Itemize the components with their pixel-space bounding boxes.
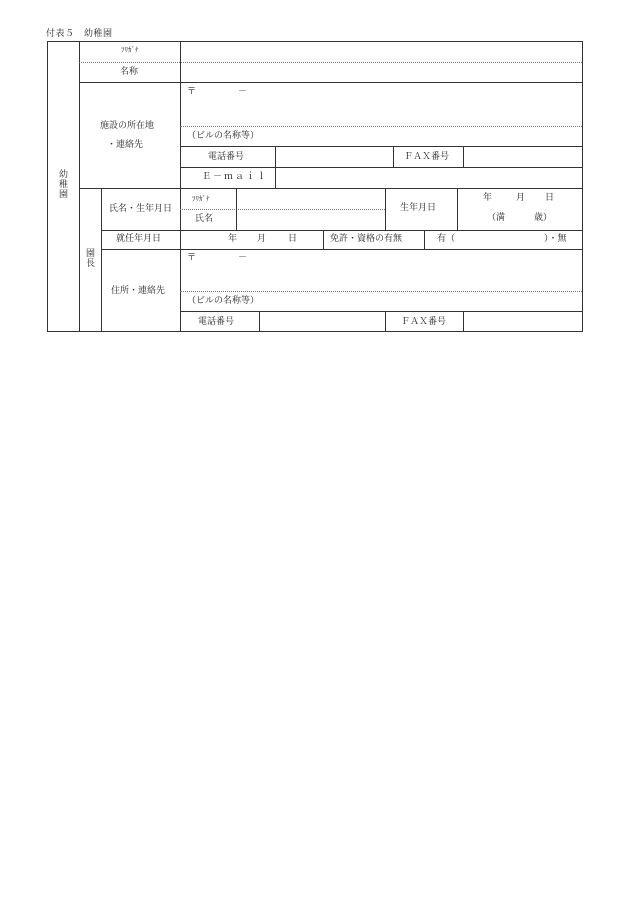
director-birthdate-field[interactable] [458,189,581,229]
license-yes-option[interactable]: 有（ [437,234,456,244]
appointed-month-unit: 月 [257,234,267,244]
birth-day-unit: 日 [545,193,555,203]
facility-email-field[interactable] [276,168,581,187]
director-subcolumn-divider [101,188,102,332]
director-fax-field[interactable] [464,312,581,331]
director-address-label: 住所・連絡先 [111,286,166,296]
director-name-label: 氏名 [195,214,214,224]
section-column-divider [79,41,80,332]
kindergarten-form-table [47,41,583,332]
director-name-field[interactable] [237,210,384,229]
table-border-bottom [47,331,583,332]
director-birthdate-label: 生年月日 [400,203,437,213]
facility-postal-mark: 〒 [187,87,197,97]
director-section-label: 園長 [84,248,94,268]
license-no-option[interactable]: ）・無 [544,234,567,244]
director-furigana-label: ﾌﾘｶﾞﾅ [192,195,210,203]
fax-label-divider-left [393,146,394,167]
director-fax-label: ＦＡＸ番号 [401,317,447,327]
facility-fax-field[interactable] [464,147,581,166]
kindergarten-name-field[interactable] [181,63,581,81]
kindergarten-furigana-field[interactable] [181,42,581,61]
kindergarten-section-label: 幼稚園 [57,169,67,199]
appointed-date-field[interactable] [181,231,322,248]
director-address-field[interactable] [181,250,581,290]
director-phone-field[interactable] [260,312,384,331]
director-address-dotted-divider [180,291,582,292]
kindergarten-furigana-label: ﾌﾘｶﾞﾅ [121,46,139,54]
appointed-year-unit: 年 [228,234,238,244]
appointed-day-unit: 日 [288,234,298,244]
address-dotted-divider [180,126,582,127]
table-border-left [47,41,48,332]
director-building-note: （ビルの名称等） [187,296,260,306]
director-postal-mark: 〒 [187,253,197,263]
facility-address-label-line2: ・連絡先 [107,140,144,150]
facility-postal-dash: － [238,87,248,97]
document-title: 付表５ 幼稚園 [46,29,113,39]
director-name-birth-label: 氏名・生年月日 [109,204,173,214]
facility-fax-label: ＦＡＸ番号 [404,152,450,162]
director-furigana-field[interactable] [237,189,384,208]
license-label: 免許・資格の有無 [330,234,403,244]
kindergarten-name-label: 名称 [120,67,139,77]
license-detail-field[interactable] [457,231,543,248]
facility-address-field[interactable] [181,83,581,125]
age-close-label: 歳） [534,213,553,223]
birthdate-label-divider-left [385,188,386,230]
age-open-label: （満 [487,213,506,223]
license-label-divider-right [424,230,425,249]
director-postal-dash: － [238,253,248,263]
director-fax-label-divider-left [385,311,386,332]
facility-address-label-line1: 施設の所在地 [100,121,155,131]
facility-phone-label: 電話番号 [208,152,245,162]
birth-month-unit: 月 [516,193,526,203]
table-border-right [582,41,583,332]
facility-phone-field[interactable] [276,147,392,166]
director-phone-label: 電話番号 [198,317,235,327]
birth-year-unit: 年 [483,193,493,203]
facility-email-label: Ｅ－ｍａｉｌ [202,172,269,182]
facility-building-note: （ビルの名称等） [187,131,260,141]
appointed-date-label: 就任年月日 [116,234,162,244]
license-label-divider-left [323,230,324,249]
